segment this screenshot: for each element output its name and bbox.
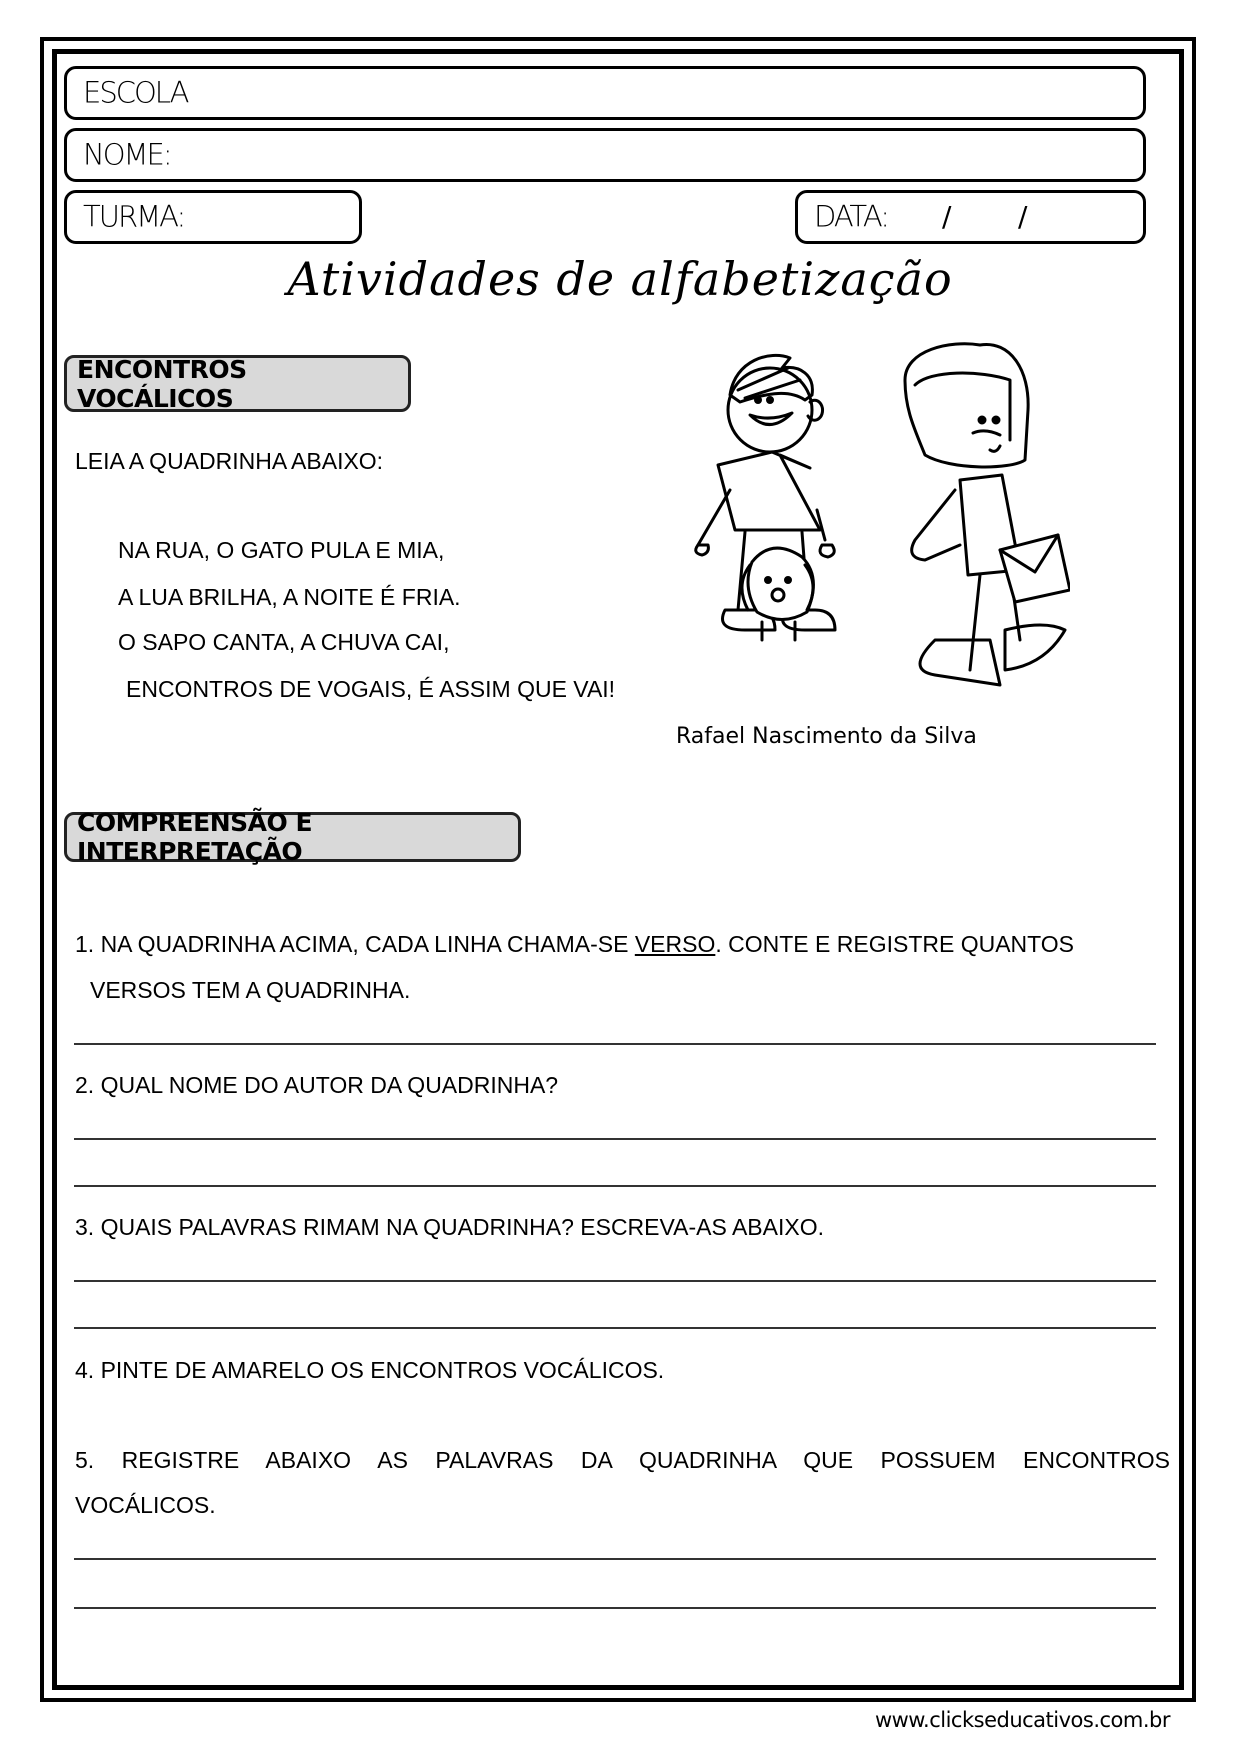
question-1-text: 1. NA QUADRINHA ACIMA, CADA LINHA CHAMA-SE xyxy=(75,931,635,957)
answer-line[interactable] xyxy=(74,1138,1156,1140)
question-5-line-2: VOCÁLICOS. xyxy=(75,1492,216,1518)
question-4: 4. PINTE DE AMARELO OS ENCONTROS VOCÁLICOS. xyxy=(75,1357,665,1383)
instruction-text: LEIA A QUADRINHA ABAIXO: xyxy=(75,448,384,474)
answer-line[interactable] xyxy=(74,1280,1156,1282)
question-1-text-cont: . CONTE E REGISTRE QUANTOS xyxy=(715,931,1075,957)
name-label: NOME: xyxy=(83,137,171,172)
section-heading-text: ENCONTROS VOCÁLICOS xyxy=(77,354,247,413)
poem-line: A LUA BRILHA, A NOITE É FRIA. xyxy=(118,584,461,610)
school-field[interactable] xyxy=(64,66,1146,120)
question-1-line-2: VERSOS TEM A QUADRINHA. xyxy=(90,977,411,1003)
question-3: 3. QUAIS PALAVRAS RIMAM NA QUADRINHA? ESCREVA-AS ABAIXO. xyxy=(75,1214,824,1240)
class-label: TURMA: xyxy=(83,199,185,234)
date-field[interactable] xyxy=(795,190,1146,244)
school-label: ESCOLA xyxy=(83,75,188,110)
name-field[interactable] xyxy=(64,128,1146,182)
date-separator: / xyxy=(942,199,952,233)
page-title: Atividades de alfabetização xyxy=(287,252,953,306)
question-5: 5. REGISTRE ABAIXO AS PALAVRAS DA QUADRINHA QUE POSSUEM ENCONTROS xyxy=(75,1447,1170,1473)
two-boys-and-dog-illustration xyxy=(690,340,1070,690)
dog-figure xyxy=(742,548,813,640)
answer-line[interactable] xyxy=(74,1185,1156,1187)
section-heading-encontros xyxy=(64,355,411,412)
answer-line[interactable] xyxy=(74,1043,1156,1045)
poem-author: Rafael Nascimento da Silva xyxy=(676,724,977,749)
class-field[interactable] xyxy=(64,190,362,244)
answer-line[interactable] xyxy=(74,1327,1156,1329)
question-2: 2. QUAL NOME DO AUTOR DA QUADRINHA? xyxy=(75,1072,559,1098)
poem-line: ENCONTROS DE VOGAIS, É ASSIM QUE VAI! xyxy=(126,676,616,702)
date-label: DATA: xyxy=(814,199,888,234)
date-separator: / xyxy=(1018,199,1028,233)
section-heading-compreensao xyxy=(64,808,521,866)
answer-line[interactable] xyxy=(74,1607,1156,1609)
poem-line: O SAPO CANTA, A CHUVA CAI, xyxy=(118,629,450,655)
underlined-word-verso: VERSO xyxy=(634,931,716,957)
thinking-boy-figure xyxy=(905,344,1070,685)
footer-website: www.clickseducativos.com.br xyxy=(874,1708,1170,1732)
question-1 xyxy=(75,931,1074,958)
section-heading-text: COMPREENSÃO E INTERPRETAÇÃO xyxy=(77,808,313,866)
poem-line: NA RUA, O GATO PULA E MIA, xyxy=(118,537,445,563)
answer-line[interactable] xyxy=(74,1558,1156,1560)
